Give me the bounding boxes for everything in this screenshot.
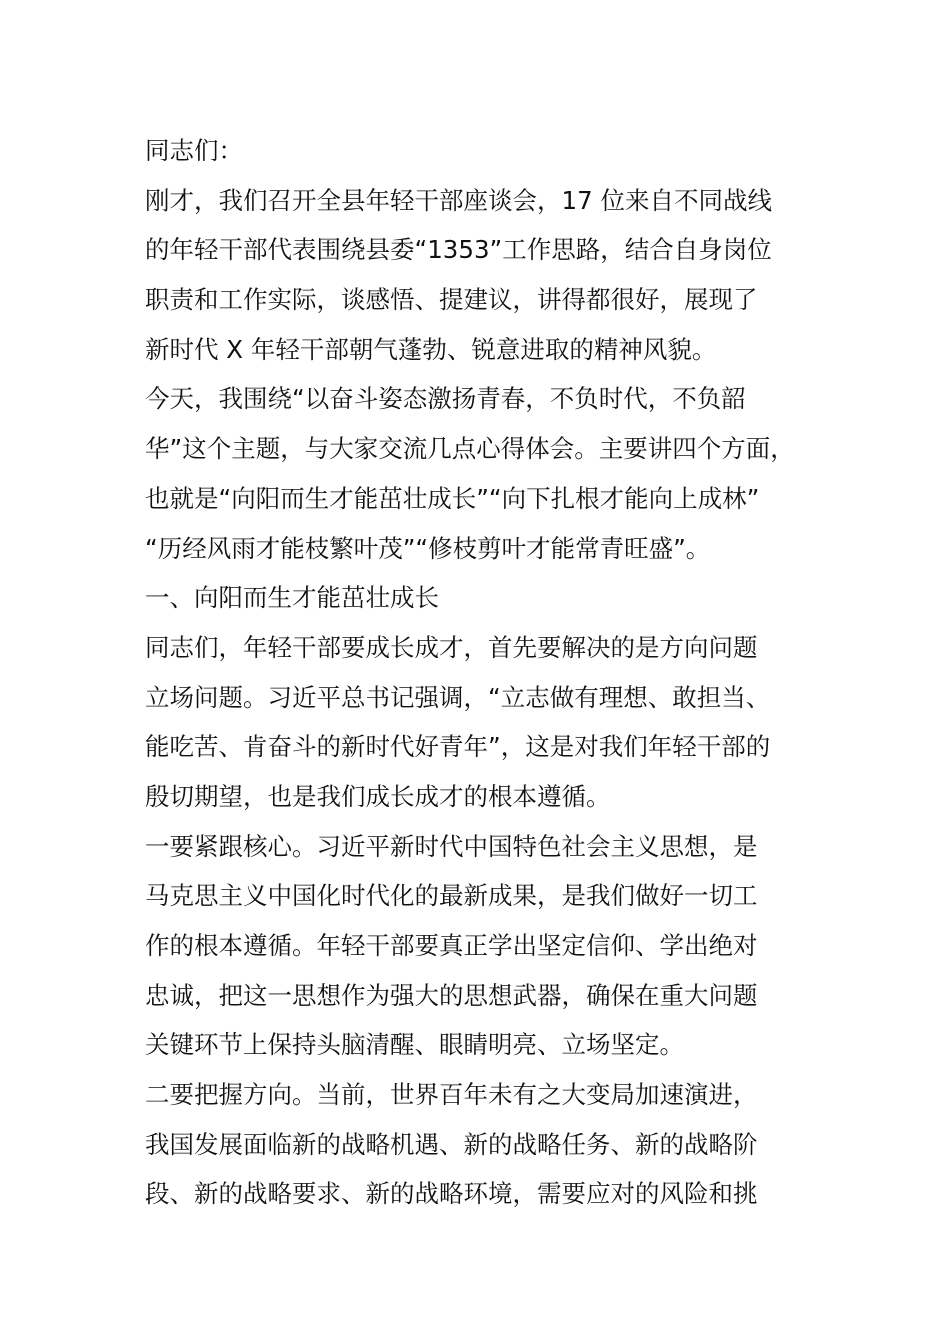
text-line: 忠诚，把这一思想作为强大的思想武器，确保在重大问题 [145, 980, 758, 1010]
text-line: 刚才，我们召开全县年轻干部座谈会，17 位来自不同战线 [145, 185, 772, 215]
text-line: “历经风雨才能枝繁叶茂”“修枝剪叶才能常青旺盛”。 [145, 533, 711, 563]
text-line: 职责和工作实际，谈感悟、提建议，讲得都很好，展现了 [145, 285, 758, 315]
text-line: 同志们，年轻干部要成长成才，首先要解决的是方向问题 [145, 632, 758, 662]
text-line: 殷切期望，也是我们成长成才的根本遵循。 [145, 781, 611, 811]
text-line: 华”这个主题，与大家交流几点心得体会。主要讲四个方面， [145, 434, 795, 464]
text-line: 的年轻干部代表围绕县委“1353”工作思路，结合自身岗位 [145, 235, 772, 265]
text-line: 我国发展面临新的战略机遇、新的战略任务、新的战略阶 [145, 1129, 758, 1159]
text-line: 今天，我围绕“以奋斗姿态激扬青春，不负时代，不负韶 [145, 384, 746, 414]
text-line: 新时代 X 年轻干部朝气蓬勃、锐意进取的精神风貌。 [145, 334, 717, 364]
text-line: 能吃苦、肯奋斗的新时代好青年”，这是对我们年轻干部的 [145, 732, 771, 762]
text-line: 作的根本遵循。年轻干部要真正学出坚定信仰、学出绝对 [145, 931, 758, 960]
text-line: 关键环节上保持头脑清醒、眼睛明亮、立场坚定。 [145, 1030, 684, 1060]
text-line: 马克思主义中国化时代化的最新成果，是我们做好一切工 [145, 881, 758, 911]
text-line: 二要把握方向。当前，世界百年未有之大变局加速演进， [145, 1080, 758, 1110]
text-line: 立场问题。习近平总书记强调，“立志做有理想、敢担当、 [145, 682, 771, 712]
speech-text [145, 126, 845, 1219]
text-line: 一要紧跟核心。习近平新时代中国特色社会主义思想，是 [145, 831, 758, 861]
text-line: 也就是“向阳而生才能茁壮成长”“向下扎根才能向上成林” [145, 483, 760, 513]
text-line-greeting: 同志们： [145, 136, 243, 165]
section-heading-1: 一、向阳而生才能茁壮成长 [145, 583, 439, 613]
text-line: 段、新的战略要求、新的战略环境，需要应对的风险和挑 [145, 1179, 758, 1209]
